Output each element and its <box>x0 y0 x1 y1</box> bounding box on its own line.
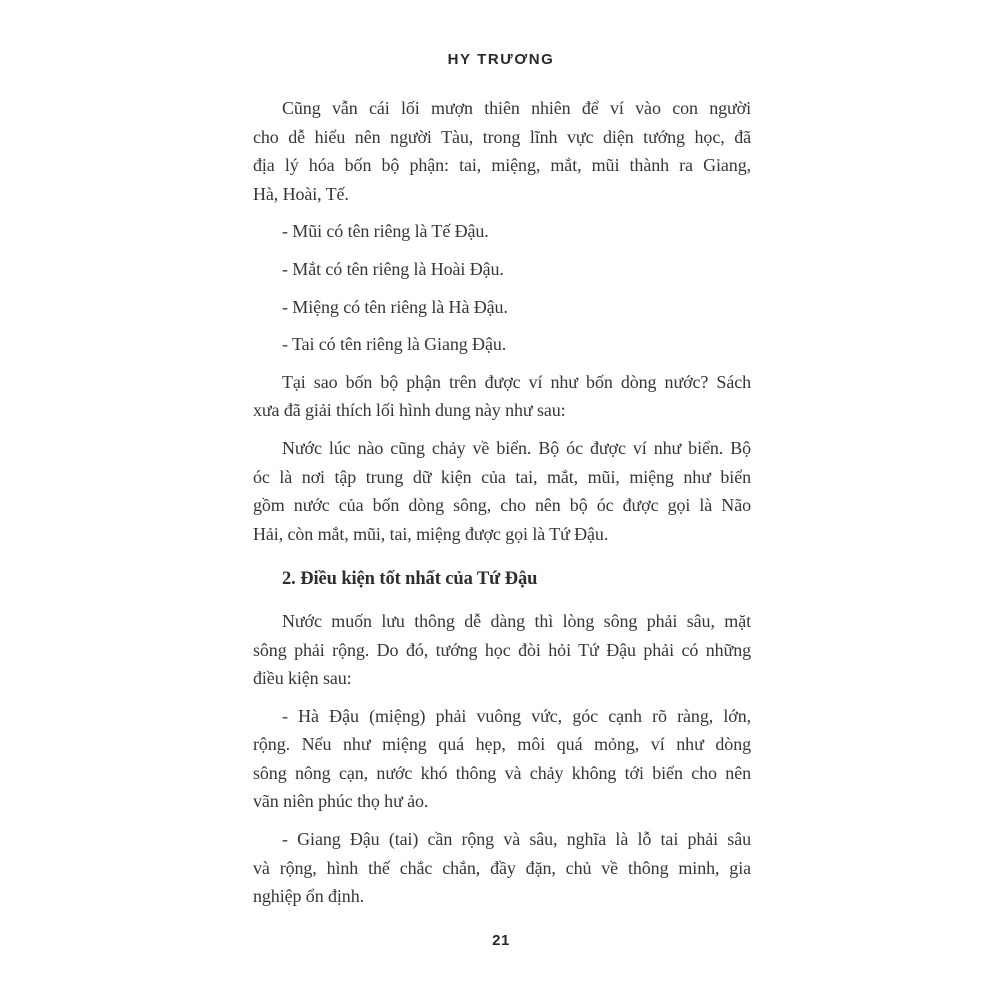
text-line: Tại sao bốn bộ phận trên được ví như bốn dòng nước? Sách <box>282 371 751 392</box>
text-line: Cũng vẫn cái lối mượn thiên nhiên để ví vào con người <box>282 98 751 118</box>
section-heading <box>253 565 751 594</box>
body-paragraph <box>253 94 751 208</box>
text-line: Nước lúc nào cũng chảy về biển. Bộ óc được ví như biển. Bộ <box>282 437 751 458</box>
body-paragraph <box>253 825 751 911</box>
text-line: vãn niên phúc thọ hư ảo. <box>253 791 429 812</box>
text-line: gồm nước của bốn dòng sông, cho nên bộ óc được gọi là Não <box>253 495 751 516</box>
text-line: địa lý hóa bốn bộ phận: tai, miệng, mắt, mũi thành ra Giang, <box>253 155 751 176</box>
text-line: óc là nơi tập trung dữ kiện của tai, mắt, mũi, miệng như biển <box>253 466 751 487</box>
text-line: - Mũi có tên riêng là Tế Đậu. <box>282 221 489 242</box>
text-line: - Tai có tên riêng là Giang Đậu. <box>282 334 507 355</box>
text-line: điều kiện sau: <box>253 668 352 689</box>
text-line: - Miệng có tên riêng là Hà Đậu. <box>282 296 508 317</box>
list-item <box>253 255 751 284</box>
page-body <box>253 94 751 911</box>
text-line: Hà, Hoài, Tế. <box>253 183 349 204</box>
body-paragraph <box>253 702 751 816</box>
list-item <box>253 330 751 359</box>
body-paragraph <box>253 607 751 693</box>
text-line: rộng. Nếu như miệng quá hẹp, môi quá mỏng, ví như dòng <box>253 734 751 755</box>
text-line: - Giang Đậu (tai) cần rộng và sâu, nghĩa là lỗ tai phải sâu <box>282 829 751 850</box>
list-item <box>253 217 751 246</box>
text-line: - Mắt có tên riêng là Hoài Đậu. <box>282 258 504 279</box>
page-number: 21 <box>492 932 510 949</box>
running-header-title: HY TRƯƠNG <box>447 51 555 68</box>
text-line: xưa đã giải thích lối hình dung này như sau: <box>253 400 566 421</box>
text-line: Nước muốn lưu thông dễ dàng thì lòng sông phải sâu, mặt <box>282 610 751 631</box>
text-line: - Hà Đậu (miệng) phải vuông vức, góc cạnh rõ ràng, lớn, <box>282 705 751 726</box>
text-line: nghiệp ổn định. <box>253 886 364 907</box>
text-line: Hải, còn mắt, mũi, tai, miệng được gọi là Tứ Đậu. <box>253 523 609 544</box>
text-line: và rộng, hình thế chắc chắn, đầy đặn, chủ về thông minh, gia <box>253 857 751 878</box>
text-line: 2. Điều kiện tốt nhất của Tứ Đậu <box>282 569 538 590</box>
text-line: cho dễ hiểu nên người Tàu, trong lĩnh vực diện tướng học, đã <box>253 126 751 147</box>
text-line: sông phải rộng. Do đó, tướng học đòi hỏi Tứ Đậu phải có những <box>253 639 751 660</box>
list-item <box>253 293 751 322</box>
text-line: sông nông cạn, nước khó thông và chảy không tới biển cho nên <box>253 762 751 783</box>
body-paragraph <box>253 368 751 425</box>
body-paragraph <box>253 434 751 548</box>
